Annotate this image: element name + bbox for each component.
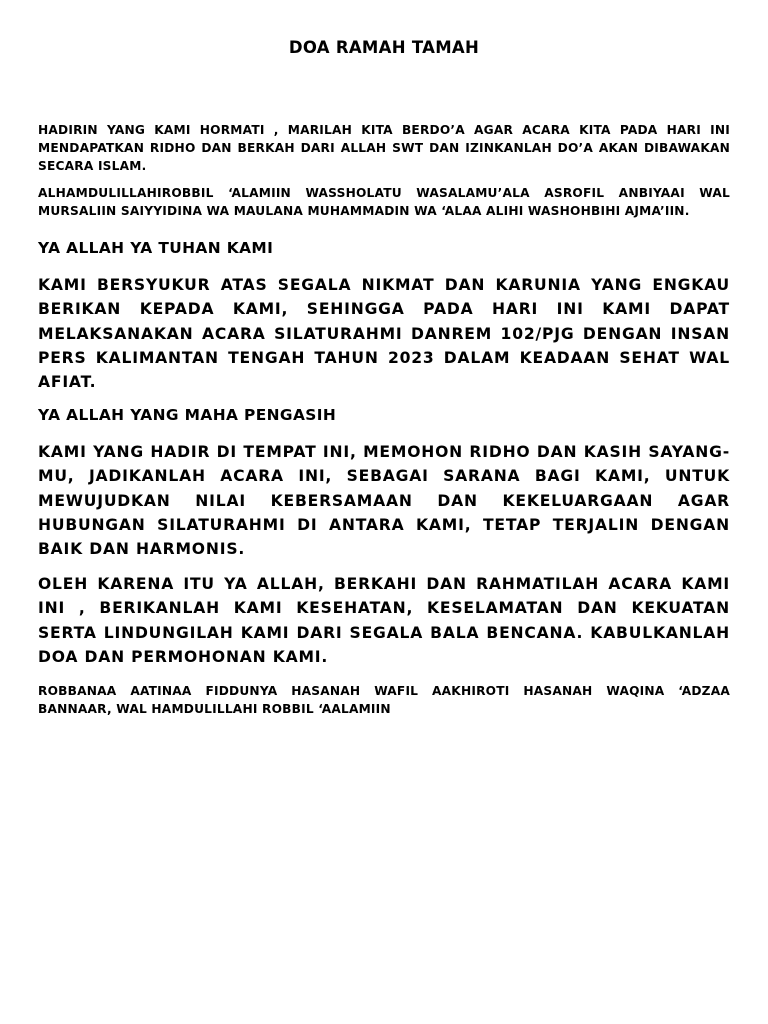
paragraph-bersyukur: KAMI BERSYUKUR ATAS SEGALA NIKMAT DAN KARUNIA YANG ENGKAU BERIKAN KEPADA KAMI, SEHINGGA PADA HARI INI KAMI DAPAT MELAKSANAKAN ACARA SILATURAHMI DANREM 102/PJG DENGAN INSAN PERS KALIMANTAN TENGAH TAHUN 2023 DALAM KEADAAN SEHAT WAL AFIAT. — [38, 276, 730, 392]
paragraph-robbanaa: ROBBANAA AATINAA FIDDUNYA HASANAH WAFIL AAKHIROTI HASANAH WAQINA ‘ADZAA BANNAAR, WAL HAMDULILLAHI ROBBIL ‘AALAMIIN — [38, 684, 730, 716]
paragraph-alhamdulillah: ALHAMDULILLAHIROBBIL ‘ALAMIIN WASSHOLATU WASALAMU’ALA ASROFIL ANBIYAAI WAL MURSALIIN SAIYYIDINA WA MAULANA MUHAMMADIN WA ‘ALAA ALIHI WASHOHBIHI AJMA’IIN. — [38, 186, 730, 218]
paragraph-memohon-ridho: KAMI YANG HADIR DI TEMPAT INI, MEMOHON RIDHO DAN KASIH SAYANG-MU, JADIKANLAH ACARA INI, SEBAGAI SARANA BAGI KAMI, UNTUK MEWUJUDKAN NILAI KEBERSAMAAN DAN KEKELUARGAAN AGAR HUBUNGAN SILATURAHMI DI ANTARA KAMI, TETAP TERJALIN DENGAN BAIK DAN HARMONIS. — [38, 443, 730, 559]
heading-ya-allah-ya-tuhan-kami: YA ALLAH YA TUHAN KAMI — [38, 239, 274, 257]
document-title: DOA RAMAH TAMAH — [288, 38, 480, 57]
paragraph-opening: HADIRIN YANG KAMI HORMATI , MARILAH KITA BERDO’A AGAR ACARA KITA PADA HARI INI MENDAPATKAN RIDHO DAN BERKAH DARI ALLAH SWT DAN IZINKANLAH DO’A AKAN DIBAWAKAN SECARA ISLAM. — [38, 123, 730, 173]
heading-ya-allah-yang-maha-pengasih: YA ALLAH YANG MAHA PENGASIH — [38, 406, 337, 424]
paragraph-berkahi: OLEH KARENA ITU YA ALLAH, BERKAHI DAN RAHMATILAH ACARA KAMI INI , BERIKANLAH KAMI KESEHATAN, KESELAMATAN DAN KEKUATAN SERTA LINDUNGILAH KAMI DARI SEGALA BALA BENCANA. KABULKANLAH DOA DAN PERMOHONAN KAMI. — [38, 575, 730, 666]
